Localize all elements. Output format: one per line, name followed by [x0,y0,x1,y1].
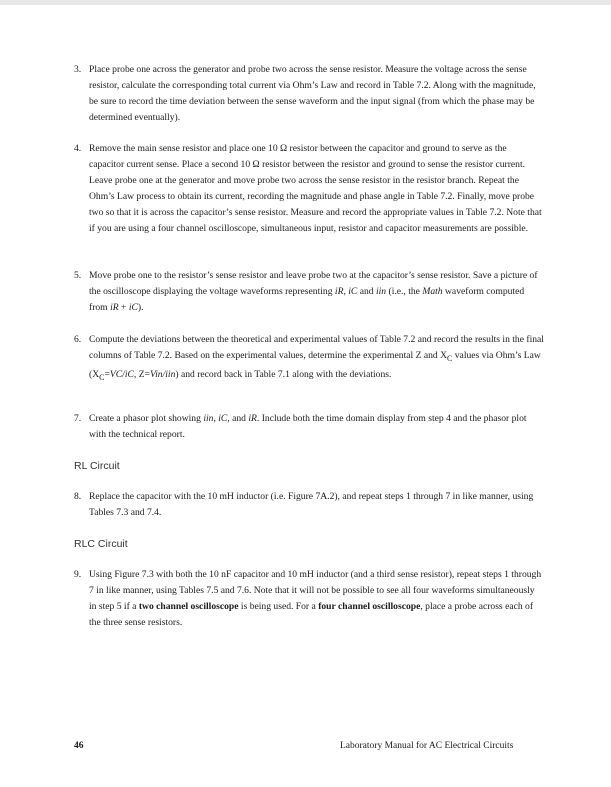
step-4 [74,141,544,238]
step-number: 8. [74,491,82,502]
step-7 [74,411,544,443]
page-number: 46 [74,741,84,751]
step-5 [74,268,544,316]
step-text: Remove the main sense resistor and place one 10 Ω resistor between the capacitor and ground to serve as the capacitor current sense. Place a second 10 Ω resistor between the resistor and ground to sense the resistor current. Leave probe one at the generator and move probe two across the sense resistor in the resistor branch. Repeat the Ohm’s Law process to obtain its current, recording the magnitude and phase angle in Table 7.2. Finally, move probe two so that it is across the capacitor’s sense resistor. Measure and record the appropriate values in Table 7.2. Note that if you are using a four channel oscilloscope, simultaneous input, resistor and capacitor measurements are possible. [89,143,542,235]
step-number: 3. [74,64,82,75]
step-number: 6. [74,334,82,345]
step-text: Place probe one across the generator and probe two across the sense resistor. Measure the voltage across the sense resistor, calculate the corresponding total current via Ohm’s Law and record in Table 7.2. Along with the magnitude, be sure to record the time deviation between the sense waveform and the input signal (from which the phase may be determined eventually). [89,64,536,124]
step-number: 5. [74,270,82,281]
step-3 [74,62,544,126]
step-text: Compute the deviations between the theoretical and experimental values of Table 7.2 and record the results in the final columns of Table 7.2. Based on the experimental values, determine the experimental Z and $X_C$ values via Ohm’s Law ($X_C=VC/iC$, Z=Vin/iin) and record back in Table 7.1 along with the deviations. [89,334,544,382]
step-number: 4. [74,143,82,154]
section-heading-rl: RL Circuit [74,460,120,472]
footer-title: Laboratory Manual for AC Electrical Circuits [340,741,514,751]
step-6 [74,332,544,386]
step-text: Create a phasor plot showing iin, iC, and iR. Include both the time domain display from step 4 and the phasor plot with the technical report. [89,413,527,441]
step-text: Move probe one to the resistor’s sense resistor and leave probe two at the capacitor’s sense resistor. Save a picture of the oscilloscope displaying the voltage waveforms representing iR, iC and iin (i.e., the Math waveform computed from iR + iC). [89,270,538,314]
step-text: Replace the capacitor with the 10 mH inductor (i.e. Figure 7A.2), and repeat steps 1 through 7 in like manner, using Tables 7.3 and 7.4. [89,491,534,519]
step-number: 9. [74,569,82,580]
step-text: Using Figure 7.3 with both the 10 nF capacitor and 10 mH inductor (and a third sense resistor), repeat steps 1 through 7 in like manner, using Tables 7.5 and 7.6. Note that it will not be possible to see all four waveforms simultaneously in step 5 if a two channel oscilloscope is being used. For a four channel oscilloscope, place a probe across each of the three sense resistors. [89,569,542,629]
section-heading-rlc: RLC Circuit [74,538,128,550]
step-9 [74,567,544,631]
step-8 [74,489,544,521]
step-number: 7. [74,413,82,424]
